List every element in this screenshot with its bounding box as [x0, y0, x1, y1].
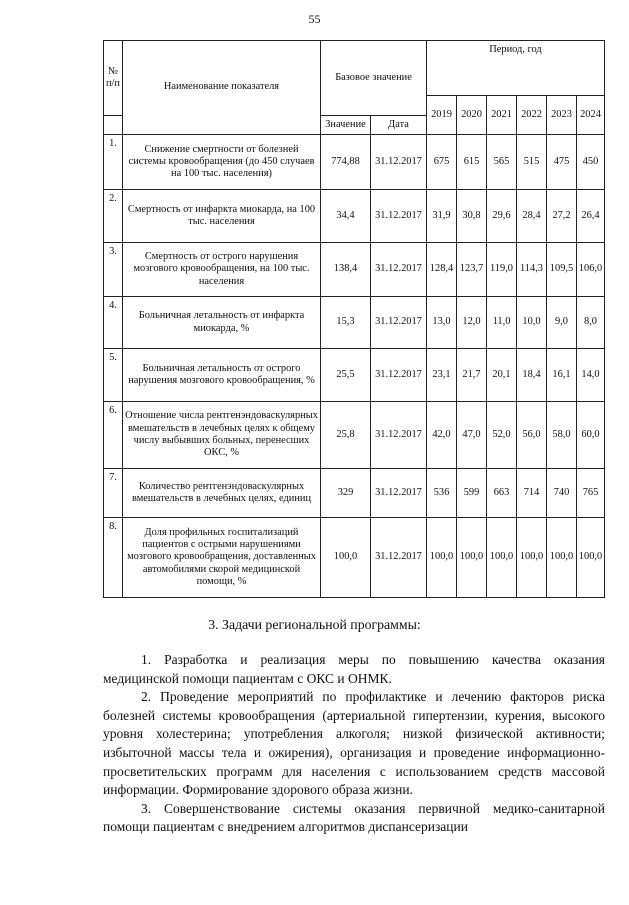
- year-value-2022: 714: [517, 469, 547, 518]
- year-value-2022: 56,0: [517, 402, 547, 469]
- header-base-value: Базовое значение: [321, 41, 427, 116]
- year-value-2022: 10,0: [517, 297, 547, 349]
- header-year-2023: 2023: [547, 96, 577, 135]
- indicator-name: Больничная летальность от инфаркта миокарда, %: [123, 297, 321, 349]
- table-row: [104, 349, 605, 402]
- row-number: 2.: [104, 190, 123, 243]
- header-number-empty: [104, 116, 123, 135]
- table-row: [104, 402, 605, 469]
- year-value-2022: 28,4: [517, 190, 547, 243]
- year-value-2019: 23,1: [427, 349, 457, 402]
- base-value: 774,88: [321, 135, 371, 190]
- year-value-2019: 536: [427, 469, 457, 518]
- base-date: 31.12.2017: [371, 518, 427, 598]
- year-value-2020: 615: [457, 135, 487, 190]
- table-row: [104, 469, 605, 518]
- table-row: [104, 518, 605, 598]
- year-value-2019: 100,0: [427, 518, 457, 598]
- year-value-2023: 740: [547, 469, 577, 518]
- header-year-2022: 2022: [517, 96, 547, 135]
- row-number: 6.: [104, 402, 123, 469]
- base-value: 25,5: [321, 349, 371, 402]
- paragraph: 1. Разработка и реализация меры по повышению качества оказания медицинской помощи пациентам с ОКС и ОНМК.: [103, 652, 605, 686]
- header-indicator-name: Наименование показателя: [123, 41, 321, 135]
- year-value-2021: 663: [487, 469, 517, 518]
- year-value-2020: 123,7: [457, 243, 487, 297]
- year-value-2021: 11,0: [487, 297, 517, 349]
- base-date: 31.12.2017: [371, 135, 427, 190]
- year-value-2019: 128,4: [427, 243, 457, 297]
- base-date: 31.12.2017: [371, 297, 427, 349]
- base-value: 25,8: [321, 402, 371, 469]
- year-value-2019: 42,0: [427, 402, 457, 469]
- base-value: 34,4: [321, 190, 371, 243]
- year-value-2020: 100,0: [457, 518, 487, 598]
- header-year-2020: 2020: [457, 96, 487, 135]
- base-date: 31.12.2017: [371, 349, 427, 402]
- base-date: 31.12.2017: [371, 402, 427, 469]
- paragraph: 2. Проведение мероприятий по профилактике и лечению факторов риска болезней системы кровообращения (артериальной гипертензии, курения, высокого уровня холестерина; употребления алкоголя; низкой физической активности; избыточной массы тела и ожирения), организация и проведение информационно-просветительских программ для населения с использованием средств массовой информации. Формирование здорового образа жизни.: [103, 689, 605, 798]
- indicator-name: Смертность от инфаркта миокарда, на 100 тыс. населения: [123, 190, 321, 243]
- year-value-2024: 765: [577, 469, 605, 518]
- year-value-2024: 106,0: [577, 243, 605, 297]
- year-value-2024: 100,0: [577, 518, 605, 598]
- year-value-2024: 8,0: [577, 297, 605, 349]
- base-date: 31.12.2017: [371, 190, 427, 243]
- row-number: 4.: [104, 297, 123, 349]
- row-number: 1.: [104, 135, 123, 190]
- year-value-2023: 100,0: [547, 518, 577, 598]
- header-year-2024: 2024: [577, 96, 605, 135]
- row-number: 5.: [104, 349, 123, 402]
- year-value-2022: 114,3: [517, 243, 547, 297]
- year-value-2021: 119,0: [487, 243, 517, 297]
- page-number: 55: [308, 12, 321, 26]
- year-value-2019: 31,9: [427, 190, 457, 243]
- year-value-2024: 60,0: [577, 402, 605, 469]
- base-date: 31.12.2017: [371, 469, 427, 518]
- paragraph: 3. Совершенствование системы оказания первичной медико-санитарной помощи пациентам с внедрением алгоритмов диспансеризации: [103, 800, 605, 835]
- year-value-2020: 21,7: [457, 349, 487, 402]
- header-date: Дата: [371, 116, 427, 135]
- indicator-name: Доля профильных госпитализаций пациентов с острыми нарушениями мозгового кровообращения, доставленных автомобилями скорой медицинской помощи, %: [123, 518, 321, 598]
- year-value-2021: 52,0: [487, 402, 517, 469]
- year-value-2019: 13,0: [427, 297, 457, 349]
- row-number: 3.: [104, 243, 123, 297]
- indicator-name: Больничная летальность от острого нарушения мозгового кровообращения, %: [123, 349, 321, 402]
- header-period: Период, год: [427, 41, 605, 96]
- indicator-name: Снижение смертности от болезней системы кровообращения (до 450 случаев на 100 тыс. населения): [123, 135, 321, 190]
- indicators-table: [103, 40, 605, 598]
- section-heading: 3. Задачи региональной программы:: [208, 617, 421, 632]
- header-value: Значение: [321, 116, 371, 135]
- base-value: 15,3: [321, 297, 371, 349]
- indicator-name: Смертность от острого нарушения мозгового кровообращения, на 100 тыс. населения: [123, 243, 321, 297]
- table-row: [104, 297, 605, 349]
- year-value-2020: 599: [457, 469, 487, 518]
- header-number: № п/п: [104, 41, 123, 116]
- year-value-2023: 9,0: [547, 297, 577, 349]
- year-value-2023: 58,0: [547, 402, 577, 469]
- year-value-2023: 109,5: [547, 243, 577, 297]
- year-value-2021: 100,0: [487, 518, 517, 598]
- year-value-2022: 100,0: [517, 518, 547, 598]
- table-row: [104, 190, 605, 243]
- year-value-2021: 565: [487, 135, 517, 190]
- table-row: [104, 135, 605, 190]
- year-value-2020: 47,0: [457, 402, 487, 469]
- base-date: 31.12.2017: [371, 243, 427, 297]
- base-value: 138,4: [321, 243, 371, 297]
- row-number: 8.: [104, 518, 123, 598]
- indicator-name: Количество рентгенэндоваскулярных вмешательств в лечебных целях, единиц: [123, 469, 321, 518]
- base-value: 100,0: [321, 518, 371, 598]
- year-value-2022: 515: [517, 135, 547, 190]
- indicator-name: Отношение числа рентгенэндоваскулярных вмешательств в лечебных целях к общему числу выбывших больных, перенесших ОКС, %: [123, 402, 321, 469]
- year-value-2023: 16,1: [547, 349, 577, 402]
- year-value-2024: 26,4: [577, 190, 605, 243]
- year-value-2024: 14,0: [577, 349, 605, 402]
- base-value: 329: [321, 469, 371, 518]
- header-year-2021: 2021: [487, 96, 517, 135]
- year-value-2023: 475: [547, 135, 577, 190]
- row-number: 7.: [104, 469, 123, 518]
- year-value-2022: 18,4: [517, 349, 547, 402]
- year-value-2021: 29,6: [487, 190, 517, 243]
- year-value-2020: 30,8: [457, 190, 487, 243]
- year-value-2019: 675: [427, 135, 457, 190]
- header-year-2019: 2019: [427, 96, 457, 135]
- year-value-2023: 27,2: [547, 190, 577, 243]
- year-value-2021: 20,1: [487, 349, 517, 402]
- section-body: [103, 651, 605, 837]
- year-value-2020: 12,0: [457, 297, 487, 349]
- table-row: [104, 243, 605, 297]
- year-value-2024: 450: [577, 135, 605, 190]
